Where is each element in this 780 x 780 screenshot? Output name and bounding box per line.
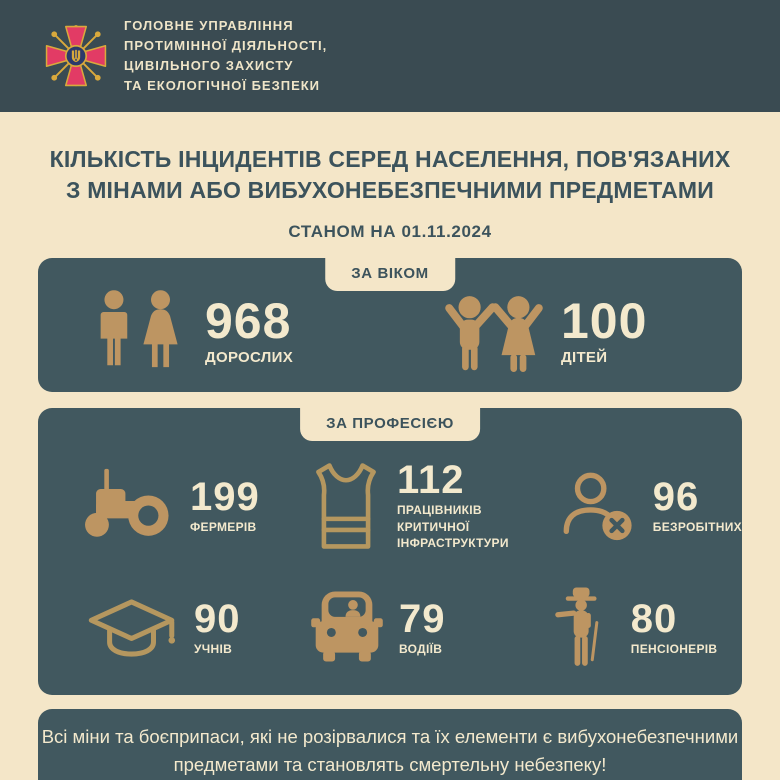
stat-label: ДІТЕЙ bbox=[561, 348, 608, 366]
age-section bbox=[38, 258, 742, 392]
header-bar bbox=[0, 0, 780, 112]
profession-section bbox=[38, 408, 742, 695]
stat-pensioners bbox=[509, 574, 742, 682]
pensioner-icon bbox=[555, 584, 617, 672]
page-title-line2: З МІНАМИ АБО ВИБУХОНЕБЕЗПЕЧНИМИ ПРЕДМЕТАМИ bbox=[66, 177, 714, 204]
org-name-line: ГОЛОВНЕ УПРАВЛІННЯ bbox=[124, 17, 294, 33]
stat-label: ПЕНСІОНЕРІВ bbox=[630, 641, 718, 656]
age-section-tab: ЗА ВІКОМ bbox=[325, 258, 455, 291]
stat-critical-infrastructure-workers bbox=[263, 452, 509, 560]
stat-children bbox=[443, 290, 647, 375]
stat-value: 79 bbox=[398, 596, 446, 641]
stat-label: БЕЗРОБІТНИХ bbox=[652, 519, 742, 534]
stat-unemployed bbox=[509, 452, 742, 560]
stat-value: 96 bbox=[652, 474, 700, 519]
org-name-line: ТА ЕКОЛОГІЧНОЇ БЕЗПЕКИ bbox=[124, 78, 321, 94]
stat-label: ФЕРМЕРІВ bbox=[190, 519, 257, 534]
profession-stats-grid bbox=[38, 452, 742, 682]
org-name-line: ЦИВІЛЬНОГО ЗАХИСТУ bbox=[124, 58, 294, 73]
stat-value: 90 bbox=[194, 596, 241, 641]
warning-banner bbox=[38, 709, 742, 780]
stat-adults bbox=[94, 289, 293, 375]
graduation-cap-icon bbox=[84, 588, 180, 668]
page-title bbox=[0, 144, 780, 206]
stat-value: 199 bbox=[190, 474, 260, 519]
stat-value: 100 bbox=[561, 293, 648, 350]
org-name-line: ПРОТИМІННОЇ ДІЯЛЬНОСТІ, bbox=[124, 37, 328, 53]
warning-line2: предметами та становлять смертельну небезпеку! bbox=[173, 753, 607, 775]
warning-line1: Всі міни та боєприпаси, які не розірвалися та їх елементи є вибухонебезпечними bbox=[41, 726, 739, 748]
children-icon bbox=[443, 290, 545, 375]
stat-label: УЧНІВ bbox=[194, 641, 233, 656]
car-icon bbox=[309, 587, 385, 669]
safety-vest-icon bbox=[309, 460, 383, 552]
page-title-line1: КІЛЬКІСТЬ ІНЦИДЕНТІВ СЕРЕД НАСЕЛЕННЯ, ПОВ'ЯЗАНИХ bbox=[49, 146, 731, 172]
stat-farmers bbox=[38, 452, 263, 560]
age-stats-row bbox=[38, 289, 742, 375]
stat-students bbox=[38, 574, 263, 682]
stat-value: 80 bbox=[630, 596, 678, 641]
stat-value: 968 bbox=[205, 293, 292, 350]
stat-label: ПРАЦІВНИКІВ КРИТИЧНОЇ ІНФРАСТРУКТУРИ bbox=[396, 503, 509, 550]
org-name bbox=[124, 16, 327, 97]
adults-icon bbox=[94, 289, 189, 375]
stat-drivers bbox=[263, 574, 509, 682]
ministry-emblem-icon bbox=[44, 21, 108, 91]
tractor-icon bbox=[84, 467, 176, 545]
profession-section-tab: ЗА ПРОФЕСІЄЮ bbox=[300, 408, 480, 441]
stat-label: ВОДІЇВ bbox=[398, 641, 443, 656]
stat-label: ДОРОСЛИХ bbox=[205, 348, 293, 366]
stat-value: 112 bbox=[396, 458, 465, 503]
as-of-date: СТАНОМ НА 01.11.2024 bbox=[288, 222, 492, 242]
unemployed-person-icon bbox=[555, 467, 639, 545]
